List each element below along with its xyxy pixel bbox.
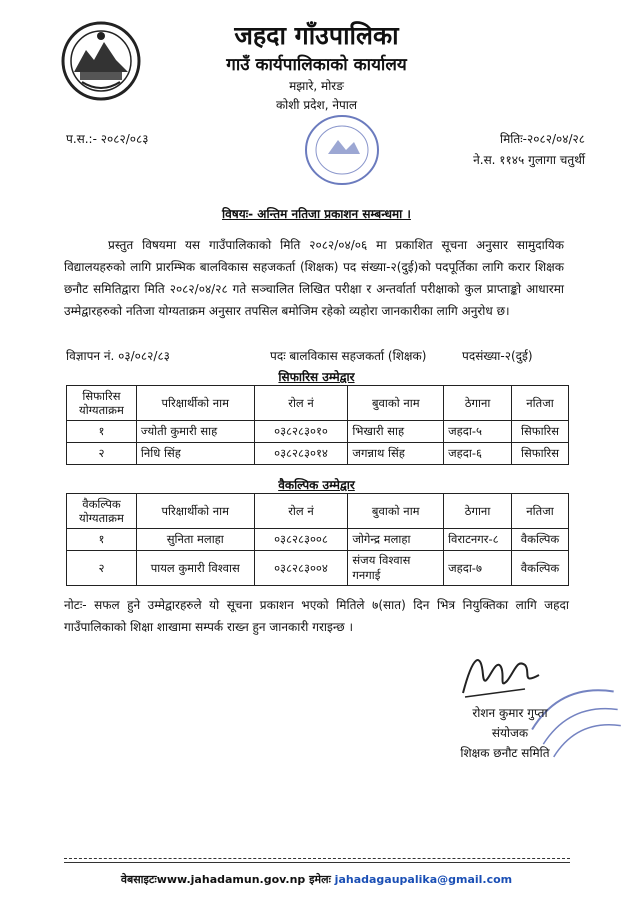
subject-line: विषयः- अन्तिम नतिजा प्रकाशन सम्बन्धमा ।: [222, 207, 411, 221]
cell-rank: २: [67, 551, 137, 586]
cell-address: विराटनगर-८: [444, 529, 512, 551]
post-count: पदसंख्या-२(दुई): [462, 349, 533, 363]
col-father: बुवाको नाम: [348, 494, 444, 529]
cell-father: जगन्नाथ सिंह: [348, 443, 444, 465]
col-rank: सिफारिस योग्यताक्रम: [67, 386, 137, 421]
cell-roll: ०३८२८३०१०: [254, 421, 348, 443]
table-row: [67, 443, 569, 465]
cell-rank: २: [67, 443, 137, 465]
advertisement-number: विज्ञापन नं. ०३/०८२/८३: [66, 349, 170, 363]
col-rank: वैकल्पिक योग्यताक्रम: [67, 494, 137, 529]
cell-rank: १: [67, 529, 137, 551]
cell-roll: ०३८२८३००८: [254, 529, 348, 551]
office-subtitle: गाउँ कार्यपालिकाको कार्यालय: [226, 55, 407, 75]
footer-divider: [64, 858, 570, 859]
recommended-table: [66, 385, 569, 465]
col-name: परिक्षार्थीको नाम: [136, 386, 254, 421]
signatory-role: संयोजक: [491, 726, 529, 740]
col-address: ठेगाना: [444, 494, 512, 529]
office-name: जहदा गाँउपालिका: [234, 21, 399, 50]
col-result: नतिजा: [512, 494, 569, 529]
table-row: [67, 551, 569, 586]
post-name: पदः बालविकास सहजकर्ता (शिक्षक): [270, 349, 427, 363]
signatory-name: रोशन कुमार गुप्ता: [472, 706, 548, 720]
office-location: मझारे, मोरङ: [289, 79, 344, 93]
col-result: नतिजा: [512, 386, 569, 421]
office-seal-stamp: [292, 110, 392, 190]
reference-number: प.स.:- २०८२/०८३: [66, 132, 149, 146]
note-paragraph: नोटः- सफल हुने उम्मेद्वारहरुले यो सूचना प्रकाशन भएको मितिले ७(सात) दिन भित्र नियुक्तिका लागि जहदा गाउँपालिकाको शिक्षा शाखामा सम्पर्क राख्न हुन जानकारी गराइन्छ ।: [64, 598, 569, 634]
cell-result: वैकल्पिक: [512, 551, 569, 586]
table-header-row: [67, 494, 569, 529]
cell-name: ज्योती कुमारी साह: [136, 421, 254, 443]
cell-name: सुनिता मलाहा: [136, 529, 254, 551]
letter-date: मितिः-२०८२/०४/२८: [500, 132, 585, 146]
email-link[interactable]: jahadagaupalika@gmail.com: [334, 873, 513, 886]
col-father: बुवाको नाम: [348, 386, 444, 421]
signatory-committee: शिक्षक छनौट समिति: [460, 746, 550, 760]
footer-divider: [64, 862, 570, 863]
recommended-title: सिफारिस उम्मेद्वार: [278, 370, 355, 384]
body-paragraph: प्रस्तुत विषयमा यस गाउँपालिकाको मिति २०८२/०४/०६ मा प्रकाशित सूचना अनुसार सामुदायिक विद्यालयहरुको लागि प्रारम्भिक बालविकास सहजकर्ता (शिक्षक) पद संख्या-२(दुई)को पदपूर्तिका लागि करार शिक्षक छनौट समितिद्वारा मिति २०८२/०४/२८ गते सञ्चालित लिखित परीक्षा र अन्तर्वार्ता परीक्षाको कुल प्राप्ताङ्को आधारमा उम्मेद्वारहरुको नतिजा योग्यताक्रम अनुसार तपसिल बमोजिम रहेको व्यहोरा जानकारीका लागि अनुरोध छ।: [64, 238, 564, 318]
cell-father: जोगेन्द्र मलाहा: [348, 529, 444, 551]
col-roll: रोल नं: [254, 386, 348, 421]
cell-result: सिफारिस: [512, 421, 569, 443]
office-province: कोशी प्रदेश, नेपाल: [275, 98, 358, 112]
alternate-table: [66, 493, 569, 586]
cell-result: सिफारिस: [512, 443, 569, 465]
email-label: इमेलः: [309, 873, 331, 886]
footer-contact: [0, 872, 633, 887]
col-name: परिक्षार्थीको नाम: [136, 494, 254, 529]
table-header-row: [67, 386, 569, 421]
nepal-samvat-date: ने.स. ११४५ गुलागा चतुर्थी: [473, 153, 585, 167]
cell-address: जहदा-७: [444, 551, 512, 586]
table-row: [67, 421, 569, 443]
table-row: [67, 529, 569, 551]
website-link[interactable]: www.jahadamun.gov.np: [156, 873, 306, 886]
cell-result: वैकल्पिक: [512, 529, 569, 551]
cell-name: पायल कुमारी विश्वास: [136, 551, 254, 586]
cell-address: जहदा-६: [444, 443, 512, 465]
alternate-title: वैकल्पिक उम्मेद्वार: [278, 478, 355, 492]
col-roll: रोल नं: [254, 494, 348, 529]
col-address: ठेगाना: [444, 386, 512, 421]
cell-roll: ०३८२८३०१४: [254, 443, 348, 465]
cell-address: जहदा-५: [444, 421, 512, 443]
cell-name: निधि सिंह: [136, 443, 254, 465]
website-label: वेबसाइटः: [120, 873, 157, 886]
cell-roll: ०३८२८३००४: [254, 551, 348, 586]
cell-father: संजय विश्वास गनगाई: [348, 551, 444, 586]
cell-rank: १: [67, 421, 137, 443]
cell-father: भिखारी साह: [348, 421, 444, 443]
